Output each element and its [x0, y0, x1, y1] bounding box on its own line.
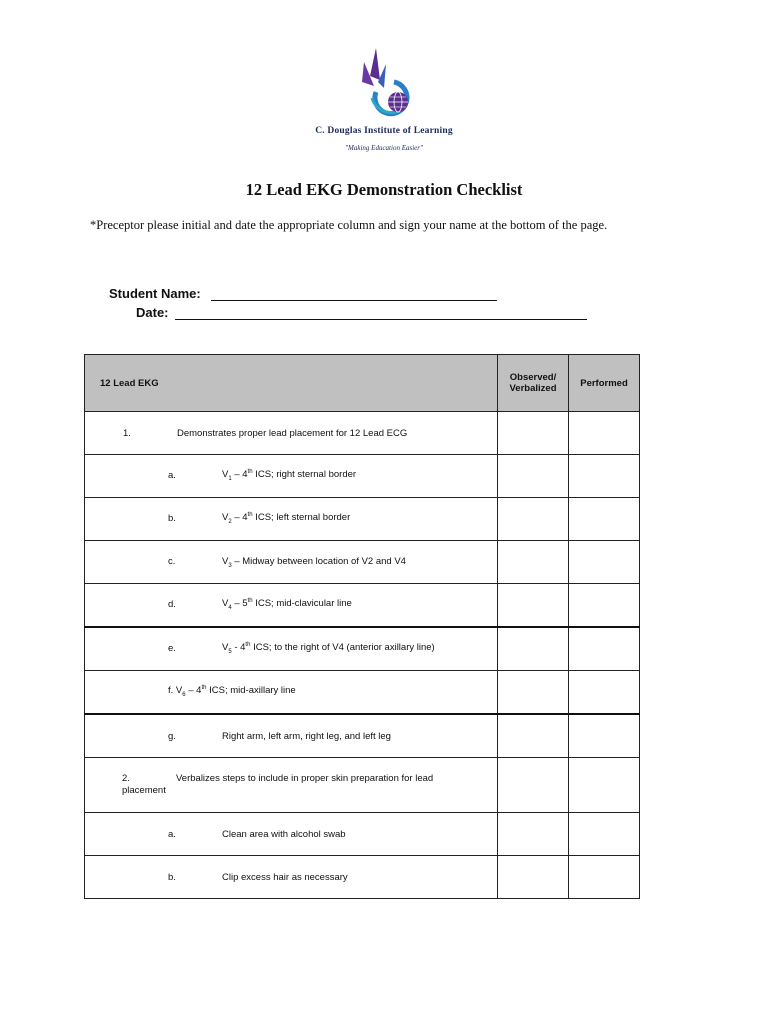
globe-icon	[388, 92, 408, 112]
item-cell: e. $V_5 - 4th$ ICS; to the right of V4 (anterior axillary line)	[85, 627, 498, 671]
tagline: "Making Education Easier"	[345, 144, 423, 152]
observed-cell[interactable]	[498, 813, 569, 856]
table-row	[85, 455, 640, 498]
observed-cell[interactable]	[498, 412, 569, 455]
org-name: C. Douglas Institute of Learning	[315, 126, 453, 136]
observed-cell[interactable]	[498, 541, 569, 584]
table-row	[85, 714, 640, 758]
item-cell: g. Right arm, left arm, right leg, and left leg	[85, 714, 498, 758]
item-cell: c. $V_3$ – Midway between location of V2 and V4	[85, 541, 498, 584]
observed-cell[interactable]	[498, 714, 569, 758]
performed-cell[interactable]	[569, 455, 640, 498]
date-field[interactable]	[175, 319, 587, 320]
performed-cell[interactable]	[569, 671, 640, 715]
page-title: 12 Lead EKG Demonstration Checklist	[245, 180, 523, 199]
logo-emblem	[354, 46, 414, 124]
item-cell: d. $V_4 - 5th$ ICS; mid-clavicular line	[85, 584, 498, 628]
item-cell: a. Clean area with alcohol swab	[85, 813, 498, 856]
performed-cell[interactable]	[569, 584, 640, 628]
header-item: 12 Lead EKG	[85, 355, 498, 412]
student-name-field[interactable]	[211, 300, 497, 301]
institute-logo	[300, 46, 468, 166]
item-cell: 2. Verbalizes steps to include in proper skin preparation for lead placement	[85, 758, 498, 813]
table-row	[85, 813, 640, 856]
table-row	[85, 584, 640, 628]
performed-cell[interactable]	[569, 813, 640, 856]
instruction-text: *Preceptor please initial and date the appropriate column and sign your name at the bottom of the page.	[90, 218, 608, 232]
performed-cell[interactable]	[569, 498, 640, 541]
item-cell: a. $V_1 - 4th$ ICS; right sternal border	[85, 455, 498, 498]
item-cell: 1. Demonstrates proper lead placement for 12 Lead ECG	[85, 412, 498, 455]
item-cell: f. $V_6 - 4th$ ICS; mid-axillary line	[85, 671, 498, 715]
performed-cell[interactable]	[569, 412, 640, 455]
observed-cell[interactable]	[498, 671, 569, 715]
performed-cell[interactable]	[569, 627, 640, 671]
item-cell: b. Clip excess hair as necessary	[85, 856, 498, 899]
observed-cell[interactable]	[498, 627, 569, 671]
observed-cell[interactable]	[498, 758, 569, 813]
performed-cell[interactable]	[569, 856, 640, 899]
table-row	[85, 498, 640, 541]
header-performed: Performed	[569, 355, 640, 412]
observed-cell[interactable]	[498, 856, 569, 899]
performed-cell[interactable]	[569, 714, 640, 758]
table-row	[85, 758, 640, 813]
observed-cell[interactable]	[498, 498, 569, 541]
header-observed: Observed/ Verbalized	[498, 355, 569, 412]
table-row	[85, 412, 640, 455]
table-row	[85, 627, 640, 671]
observed-cell[interactable]	[498, 455, 569, 498]
table-header-row	[85, 355, 640, 412]
date-label: Date:	[136, 305, 169, 320]
observed-cell[interactable]	[498, 584, 569, 628]
checklist-table	[84, 354, 640, 899]
performed-cell[interactable]	[569, 541, 640, 584]
student-name-label: Student Name:	[109, 286, 201, 301]
table-row	[85, 671, 640, 715]
performed-cell[interactable]	[569, 758, 640, 813]
table-row	[85, 541, 640, 584]
item-cell: b. $V_2 - 4th$ ICS; left sternal border	[85, 498, 498, 541]
table-row	[85, 856, 640, 899]
